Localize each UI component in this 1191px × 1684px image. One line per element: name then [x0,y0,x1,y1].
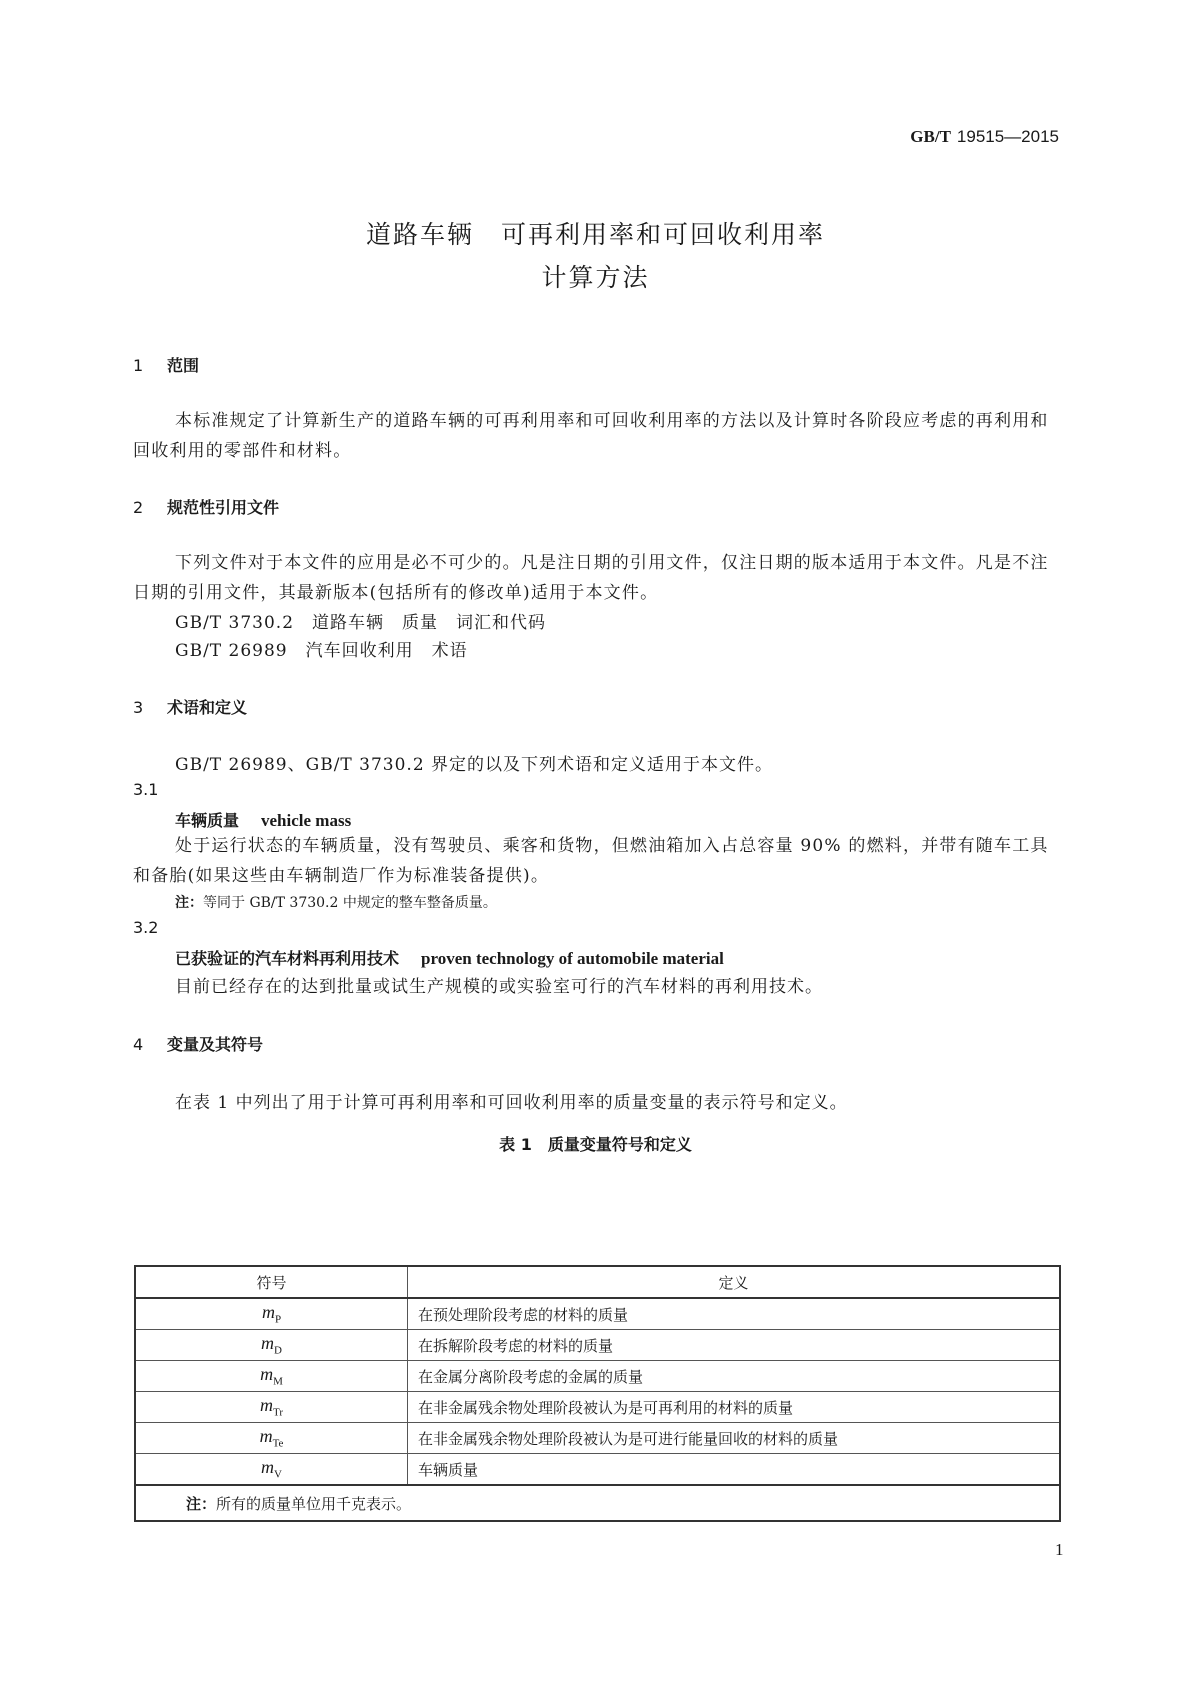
section-heading-1: 1 范围 [133,356,200,375]
reference-item: GB/T 26989 汽车回收利用 术语 [175,641,468,661]
section-4-body: 在表 1 中列出了用于计算可再利用率和可回收利用率的质量变量的表示符号和定义。 [175,1093,848,1113]
term-number: 3.2 [133,918,159,937]
table-caption: 表 1 质量变量符号和定义 [499,1135,692,1154]
term-definition: 处于运行状态的车辆质量，没有驾驶员、乘客和货物，但燃油箱加入占总容量 90% 的燃料，并带有随车工具和备胎(如果这些由车辆制造厂作为标准装备提供)。 [133,836,1049,886]
table-row: $m_{Te}$ 在非金属残余物处理阶段被认为是可进行能量回收的材料的质量 [135,1423,1060,1454]
term-number: 3.1 [133,780,159,799]
page-number: 1 [1055,1540,1064,1559]
term-title: 车辆质量 vehicle mass [175,811,352,830]
term-note: 注：等同于 GB/T 3730.2 中规定的整车整备质量。 [175,895,497,911]
document-title-line2: 计算方法 [541,263,650,292]
section-heading-4: 4 变量及其符号 [133,1035,264,1054]
table-row: $m_P$ 在预处理阶段考虑的材料的质量 [135,1298,1060,1330]
section-heading-2: 2 规范性引用文件 [133,498,280,517]
section-1-body: 本标准规定了计算新生产的道路车辆的可再利用率和可回收利用率的方法以及计算时各阶段应考虑的再利用和回收利用的零部件和材料。 [133,411,1049,461]
table-header: 符号 [135,1266,408,1298]
document-title-line1: 道路车辆 可再利用率和可回收利用率 [365,220,825,249]
table-row: $m_M$ 在金属分离阶段考虑的金属的质量 [135,1361,1060,1392]
table-row: $m_{Tr}$ 在非金属残余物处理阶段被认为是可再利用的材料的质量 [135,1392,1060,1423]
table-note-row: 注：所有的质量单位用千克表示。 [135,1485,1060,1521]
standard-number: GB/T 19515—2015 [910,127,1059,146]
table-header: 定义 [408,1266,1061,1298]
section-2-body: 下列文件对于本文件的应用是必不可少的。凡是注日期的引用文件，仅注日期的版本适用于本文件。凡是不注日期的引用文件，其最新版本(包括所有的修改单)适用于本文件。 [133,553,1049,603]
table-row: $m_V$ 车辆质量 [135,1454,1060,1486]
section-3-body: GB/T 26989、GB/T 3730.2 界定的以及下列术语和定义适用于本文件。 [175,755,774,775]
reference-item: GB/T 3730.2 道路车辆 质量 词汇和代码 [175,613,547,633]
section-heading-3: 3 术语和定义 [133,698,248,717]
term-definition: 目前已经存在的达到批量或试生产规模的或实验室可行的汽车材料的再利用技术。 [175,977,823,997]
table-row: $m_D$ 在拆解阶段考虑的材料的质量 [135,1330,1060,1361]
term-title: 已获验证的汽车材料再利用技术 proven technology of automobile material [175,949,724,968]
symbols-table [134,1265,1061,1522]
